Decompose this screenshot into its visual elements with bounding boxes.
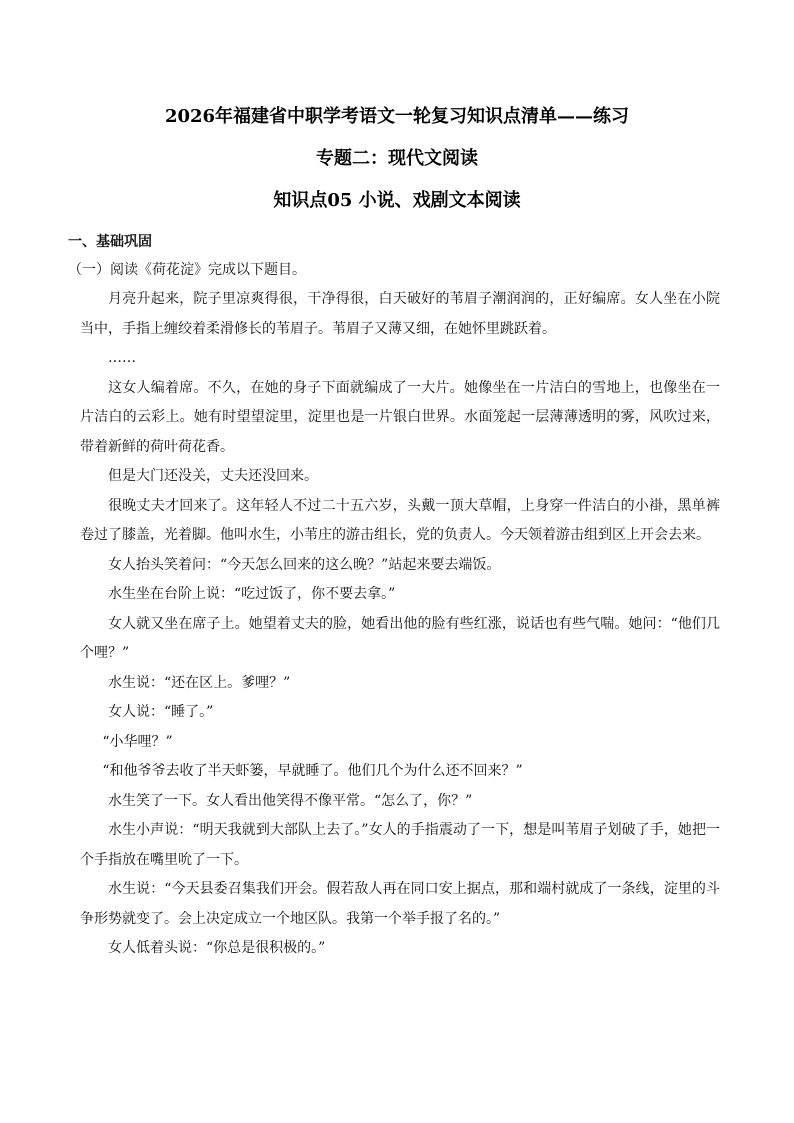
passage-text <box>80 285 720 964</box>
paragraph: 女人就又坐在席子上。她望着丈夫的脸，她看出他的脸有些红涨，说话也有些气喘。她问：“他们几个哩？” <box>80 615 720 661</box>
paragraph: 但是大门还没关，丈夫还没回来。 <box>108 468 318 484</box>
paragraph: 水生说：“还在区上。爹哩？” <box>108 674 291 691</box>
paragraph: “和他爷爷去收了半天虾篓，早就睡了。他们几个为什么还不回来？” <box>102 763 523 779</box>
paragraph: 水生小声说：“明天我就到大部队上去了。”女人的手指震动了一下，想是叫苇眉子划破了手，她把一个手指放在嘴里吮了一下。 <box>80 822 720 868</box>
paragraph: 水生笑了一下。女人看出他笑得不像平常。“怎么了，你？” <box>108 792 473 809</box>
paragraph: 水生说：“今天县委召集我们开会。假若敌人再在同口安上据点，那和端村就成了一条线，淀里的斗争形势就变了。会上决定成立一个地区队。我第一个举手报了名的。” <box>80 881 720 927</box>
paragraph: 这女人编着席。不久，在她的身子下面就编成了一大片。她像坐在一片洁白的雪地上，也像坐在一片洁白的云彩上。她有时望望淀里，淀里也是一片银白世界。水面笼起一层薄薄透明的雾，风吹过来，带着新鲜的荷叶荷花香。 <box>80 379 720 455</box>
paragraph: 女人低着头说：“你总是很积极的。” <box>108 940 326 956</box>
paragraph: 水生坐在台阶上说：“吃过饭了，你不要去拿。” <box>108 586 396 602</box>
paragraph: “小华哩？” <box>102 733 173 750</box>
knowledge-point-title: 知识点05 小说、戏剧文本阅读 <box>273 190 521 211</box>
paragraph: 女人抬头笑着问：“今天怎么回来的这么晚？”站起来要去端饭。 <box>108 556 501 573</box>
topic-title: 专题二：现代文阅读 <box>316 148 478 169</box>
paragraph: 很晚丈夫才回来了。这年轻人不过二十五六岁，头戴一顶大草帽，上身穿一件洁白的小褂，黑单裤卷过了膝盖，光着脚。他叫水生，小苇庄的游击组长，党的负责人。今天领着游击组到区上开会去来。 <box>80 497 720 543</box>
paragraph: 女人说：“睡了。” <box>108 704 214 720</box>
document-title: 2026年福建省中职学考语文一轮复习知识点清单——练习 <box>164 106 630 127</box>
reading-instruction: （一）阅读《荷花淀》完成以下题目。 <box>68 262 306 278</box>
paragraph-ellipsis: …… <box>108 350 136 366</box>
paragraph: 月亮升起来，院子里凉爽得很，干净得很，白天破好的苇眉子潮润润的，正好编席。女人坐在小院当中，手指上缠绞着柔滑修长的苇眉子。苇眉子又薄又细，在她怀里跳跃着。 <box>80 291 720 337</box>
section-heading: 一、基础巩固 <box>68 234 152 250</box>
